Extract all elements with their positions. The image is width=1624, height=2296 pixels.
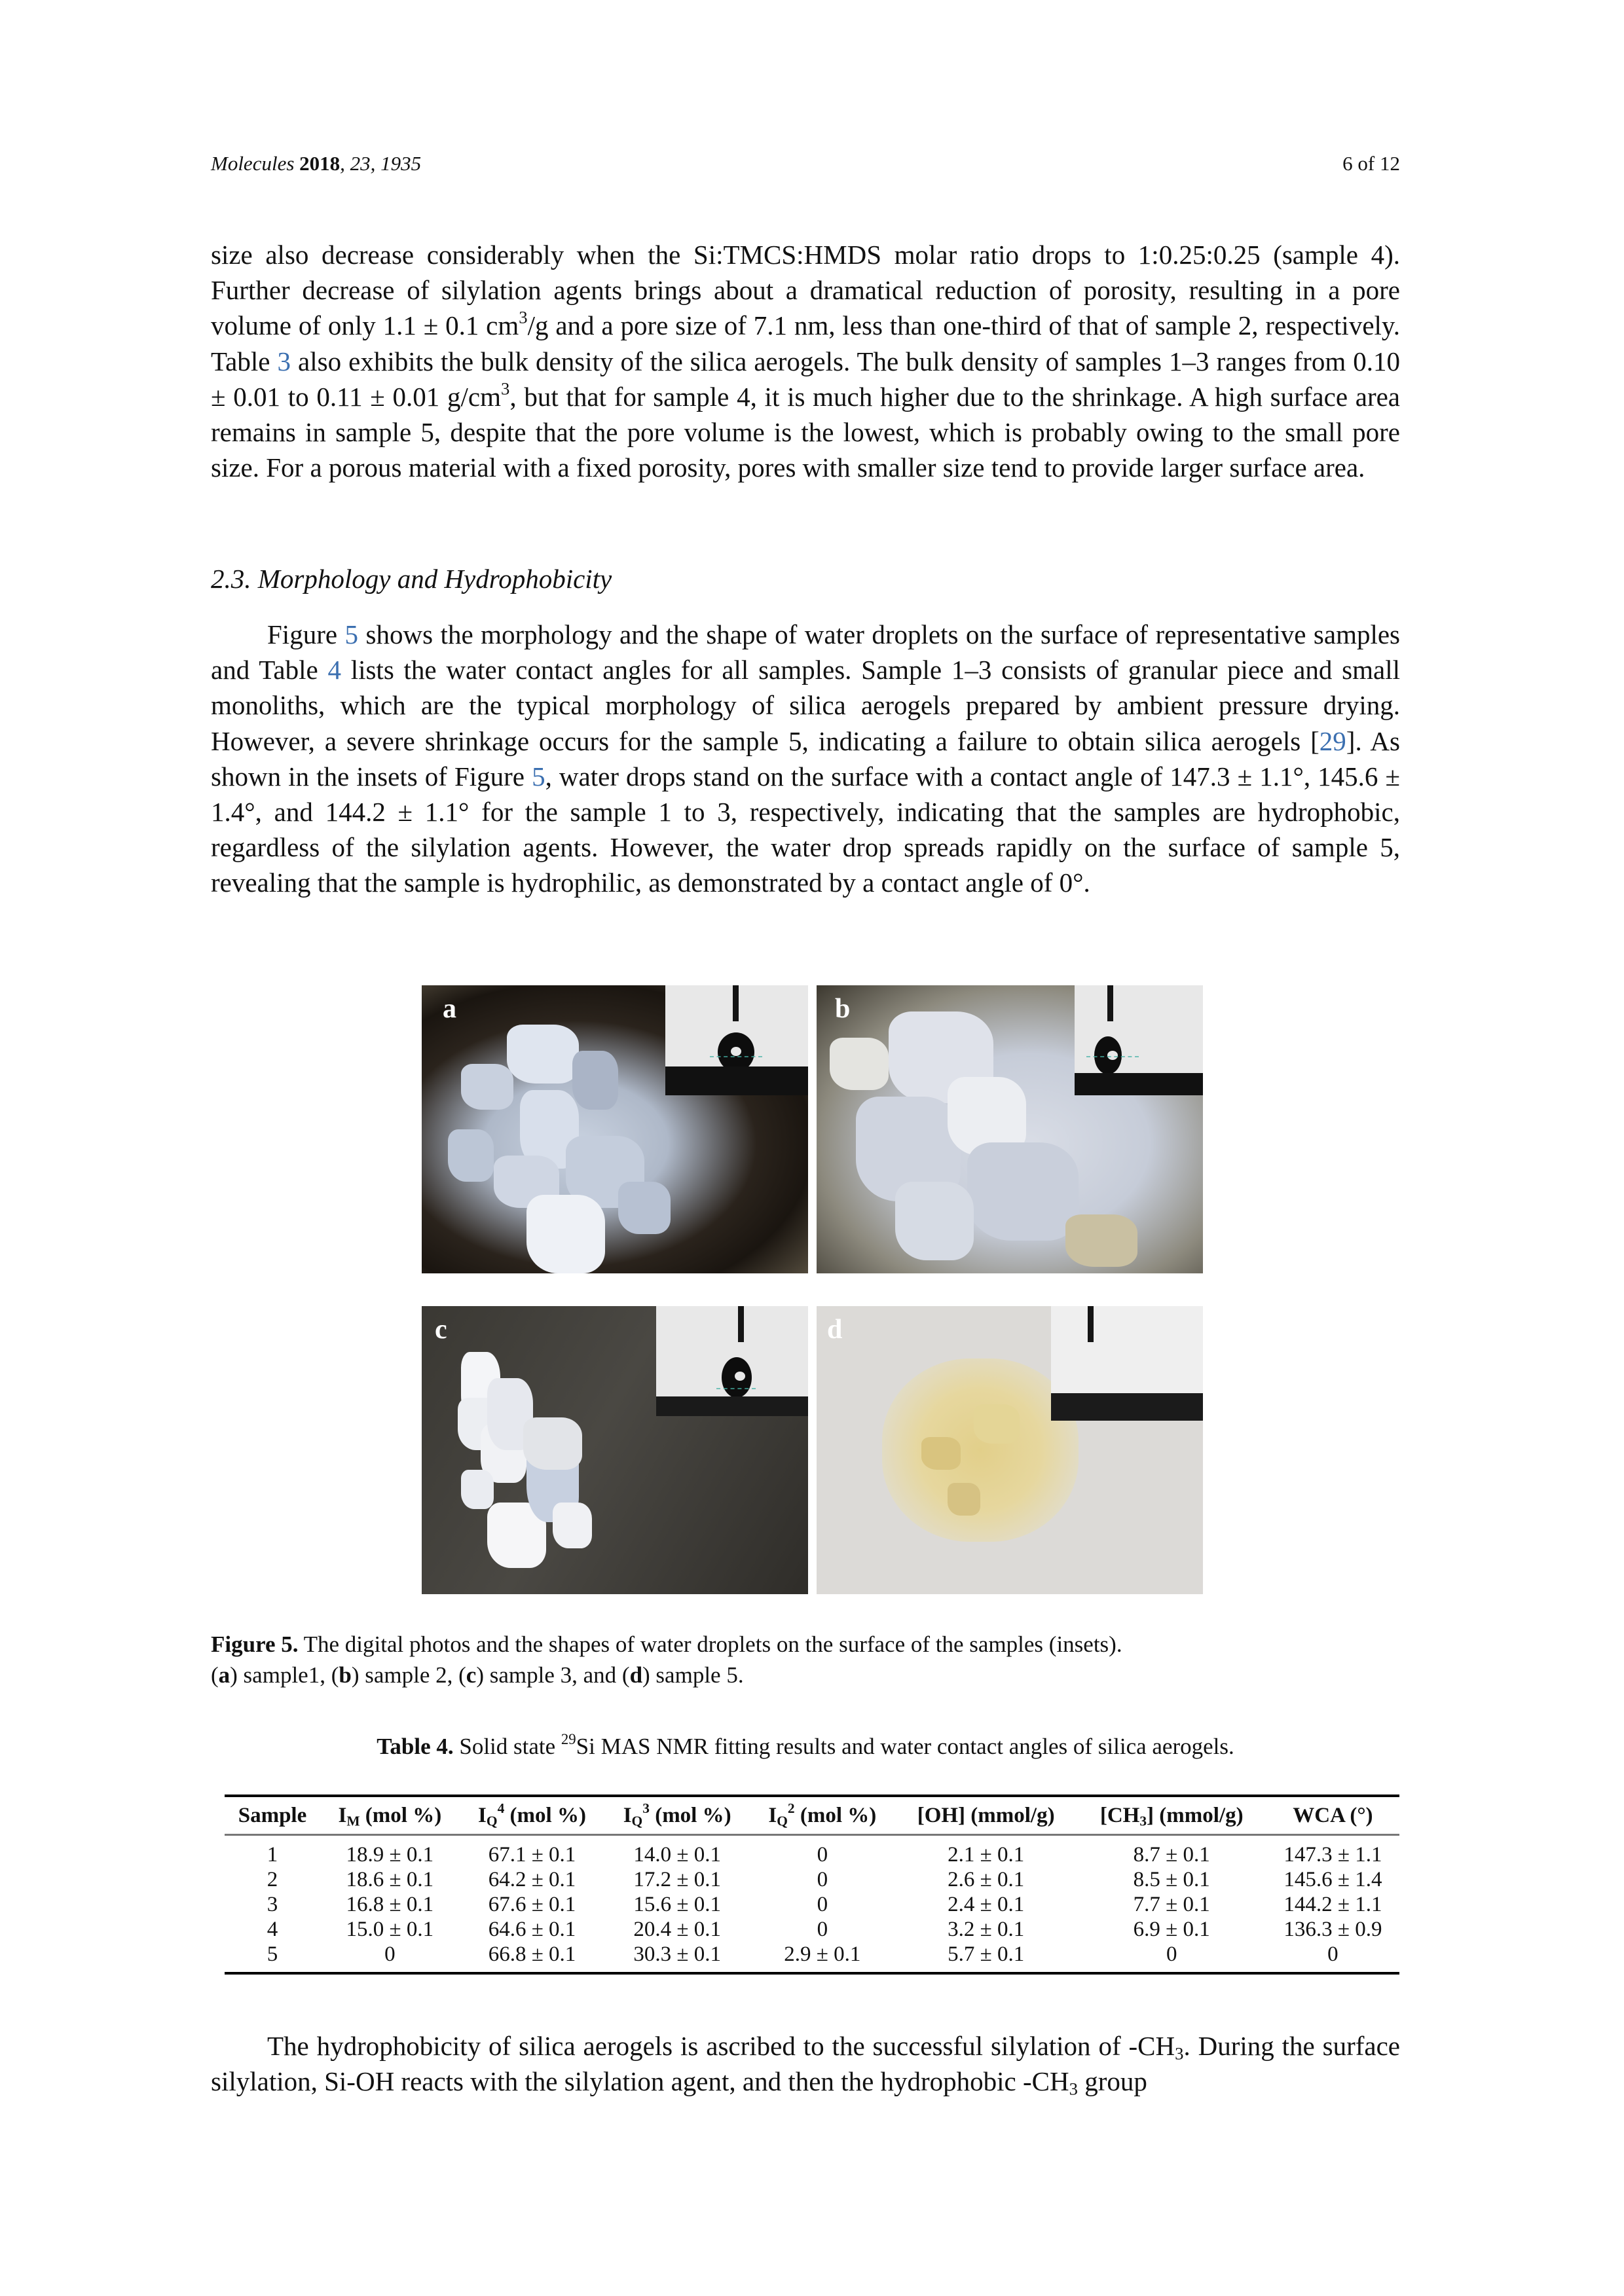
panel-label-b: b [835,994,851,1024]
panel-label-c: c [435,1315,447,1345]
journal-citation: Molecules 2018, 23, 1935 [211,152,422,175]
col-sample: Sample [225,1796,320,1835]
col-oh: [OH] (mmol/g) [895,1796,1077,1835]
figure-5-link[interactable]: 5 [344,619,359,649]
running-header [211,152,1400,178]
syringe-needle-icon [1107,985,1113,1021]
panel-label-d: d [827,1315,843,1345]
photo-panel-c [422,1306,808,1594]
contact-angle-inset-c [656,1306,808,1416]
photo-panel-d [817,1306,1203,1594]
table-row: 3 16.8 ± 0.1 67.6 ± 0.1 15.6 ± 0.1 0 2.4 ± 0.1 7.7 ± 0.1 144.2 ± 1.1 [267,1893,1382,1916]
photo-panel-b [817,985,1203,1273]
citation-29-link[interactable]: 29 [1319,725,1346,756]
syringe-needle-icon [733,985,739,1021]
section-heading: 2.3. Morphology and Hydrophobicity [211,564,612,594]
table-header-row [225,1796,1399,1835]
col-iq2: $I_Q^2$ (mol %) [750,1796,895,1835]
col-iq3: $I_Q^3$ (mol %) [604,1796,750,1835]
paragraph-morphology: Figure 5 shows the morphology and the shape of water droplets on the surface of representative samples and Table 4 lists the water contact angles for all samples. Sample 1–3 consists of granular piece and small monoliths, which are the typical morphology of silica aerogels prepared by ambient pressure drying. However, a severe shrinkage occurs for the sample 5, indicating a failure to obtain silica aerogels [29]. As shown in the insets of Figure 5, water drops stand on the surface with a contact angle of 147.3 ± 1.1°, 145.6 ± 1.4°, and 144.2 ± 1.1° for the sample 1 to 3, respectively, indicating that the samples are hydrophobic, regardless of the silylation agents. However, the water drop spreads rapidly on the surface of sample 5, revealing that the sample is hydrophilic, as demonstrated by a contact angle of 0°. [211,619,1400,898]
syringe-needle-icon [1088,1306,1094,1342]
col-wca: WCA (°) [1266,1796,1399,1835]
page-number: 6 of 12 [1342,152,1400,175]
figure-5 [422,985,1204,1594]
table-row: 4 15.0 ± 0.1 64.6 ± 0.1 20.4 ± 0.1 0 3.2 ± 0.1 6.9 ± 0.1 136.3 ± 0.9 [267,1918,1382,1941]
table-4-link[interactable]: 4 [327,655,341,685]
contact-angle-inset-d [1051,1306,1203,1421]
col-im: $I_M$ (mol %) [320,1796,460,1835]
table-3-link[interactable]: 3 [277,346,291,376]
table-row: 5 0 66.8 ± 0.1 30.3 ± 0.1 2.9 ± 0.1 5.7 ± 0.1 0 0 [225,1942,1399,1973]
paragraph-hydrophobicity: The hydrophobicity of silica aerogels is ascribed to the successful silylation of $-CH_3$. During the surface silylation, Si-OH reacts with the silylation agent, and then the hydrophobic $-CH_3$ group [211,2031,1400,2099]
table-row: 1 18.9 ± 0.1 67.1 ± 0.1 14.0 ± 0.1 0 2.1 ± 0.1 8.7 ± 0.1 147.3 ± 1.1 [267,1843,1382,1867]
panel-label-a: a [443,994,456,1024]
col-iq4: $I_Q^4$ (mol %) [460,1796,605,1835]
table-4 [225,1795,1399,1975]
table-row: 2 18.6 ± 0.1 64.2 ± 0.1 17.2 ± 0.1 0 2.6 ± 0.1 8.5 ± 0.1 145.6 ± 1.4 [267,1868,1382,1891]
paragraph-pore-structure: size also decrease considerably when the Si:TMCS:HMDS molar ratio drops to 1:0.25:0.25 (sample 4). Further decrease of silylation agents brings about a dramatical reduction of porosity, resulting in a pore volume of only 1.1 ± 0.1 $cm^3/g$ and a pore size of 7.1 nm, less than one-third of that of sample 2, respectively. Table 3 also exhibits the bulk density of the silica aerogels. The bulk density of samples 1–3 ranges from 0.10 ± 0.01 to 0.11 ± 0.01 $g/cm^3$, but that for sample 4, it is much higher due to the shrinkage. A high surface area remains in sample 5, despite that the pore volume is the lowest, which is probably owing to the small pore size. For a porous material with a fixed porosity, pores with smaller size tend to provide larger surface area. [211,240,1401,483]
contact-angle-inset-a [665,985,808,1095]
figure-caption: Figure 5. The digital photos and the shapes of water droplets on the surface of the samples (insets). (a) sample1, (b) sample 2, (c) sample 3, and (d) sample 5. [211,1631,1122,1688]
table-4-title: Table 4. Solid state $^{29}$Si MAS NMR fitting results and water contact angles of silica aerogels. [377,1731,1234,1759]
photo-panel-a [422,985,808,1273]
syringe-needle-icon [738,1306,744,1342]
contact-angle-inset-b [1075,985,1203,1095]
figure-5-link-2[interactable]: 5 [532,761,545,792]
col-ch3: $[CH_3]$ (mmol/g) [1077,1796,1266,1835]
